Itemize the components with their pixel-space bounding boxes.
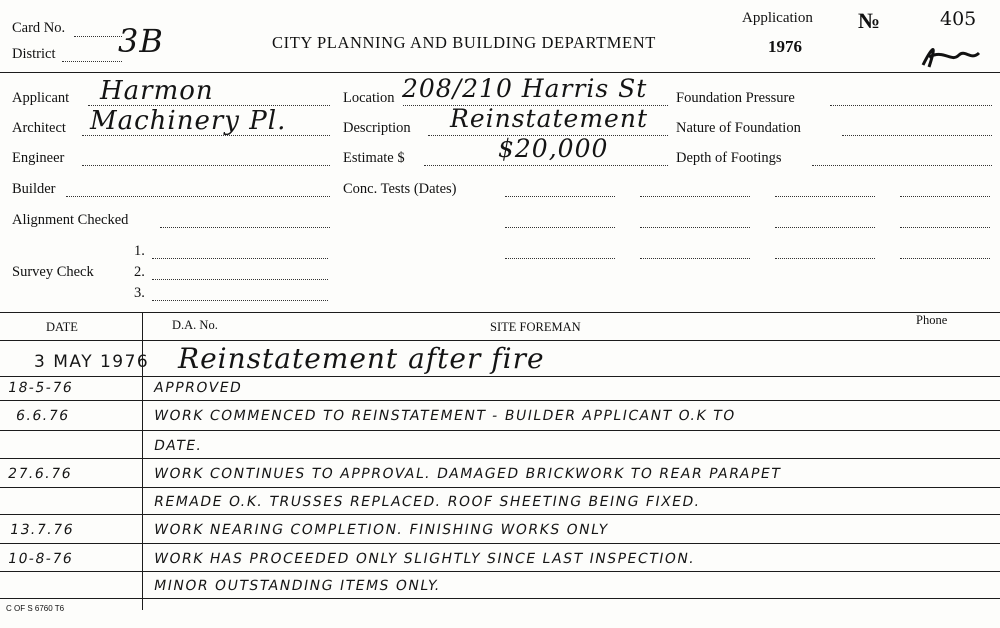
log-entry: WORK COMMENCED TO REINSTATEMENT - BUILDER APPLICANT O.K TO xyxy=(152,408,738,424)
district-label: District xyxy=(12,46,56,62)
location-label: Location xyxy=(343,90,395,106)
col-date-header: DATE xyxy=(46,320,78,334)
district-value: 3B xyxy=(118,22,164,60)
survey-item-2: 2. xyxy=(134,264,145,280)
applicant-value: Harmon xyxy=(100,76,214,106)
alignment-checked-label: Alignment Checked xyxy=(12,212,129,228)
initials-mark xyxy=(915,35,985,75)
col-site-foreman-header: SITE FOREMAN xyxy=(490,320,581,334)
survey-item-3: 3. xyxy=(134,285,145,301)
engineer-label: Engineer xyxy=(12,150,65,166)
card-no-label: Card No. xyxy=(12,20,66,36)
description-label: Description xyxy=(343,120,411,136)
log-entry: WORK CONTINUES TO APPROVAL. DAMAGED BRICKWORK TO REAR PARAPET xyxy=(152,466,783,482)
col-phone-header: Phone xyxy=(916,313,948,327)
depth-of-footings-label: Depth of Footings xyxy=(676,150,782,166)
location-value: 208/210 Harris St xyxy=(402,74,648,103)
log-date: 18-5-76 xyxy=(6,380,75,396)
survey-item-1: 1. xyxy=(134,243,145,259)
conc-tests-label: Conc. Tests (Dates) xyxy=(343,181,457,197)
log-entry: DATE. xyxy=(152,438,204,454)
survey-check-label: Survey Check xyxy=(12,264,94,280)
department-title: CITY PLANNING AND BUILDING DEPARTMENT xyxy=(272,33,656,52)
foundation-pressure-label: Foundation Pressure xyxy=(676,90,795,106)
application-number: 405 xyxy=(940,8,977,30)
form-code: C OF S 6760 T6 xyxy=(6,604,65,613)
log-date: 13.7.76 xyxy=(8,522,76,538)
number-sign: № xyxy=(858,8,881,33)
year: 1976 xyxy=(768,37,802,56)
description-value: Reinstatement xyxy=(450,104,648,133)
log-entry: APPROVED xyxy=(152,380,244,396)
log-date: 6.6.76 xyxy=(14,408,71,424)
log-date: 27.6.76 xyxy=(6,466,74,482)
log-entry: WORK NEARING COMPLETION. FINISHING WORKS ONLY xyxy=(152,522,610,538)
builder-label: Builder xyxy=(12,181,56,197)
col-da-header: D.A. No. xyxy=(172,318,218,332)
estimate-label: Estimate $ xyxy=(343,150,405,166)
architect-label: Architect xyxy=(12,120,66,136)
estimate-value: $20,000 xyxy=(498,134,609,163)
applicant-label: Applicant xyxy=(12,90,70,106)
log-date: 10-8-76 xyxy=(6,551,75,567)
log-entry: MINOR OUTSTANDING ITEMS ONLY. xyxy=(152,578,443,594)
log-entry: REMADE O.K. TRUSSES REPLACED. ROOF SHEETING BEING FIXED. xyxy=(152,494,702,510)
nature-of-foundation-label: Nature of Foundation xyxy=(676,120,801,136)
log-date: 3 MAY 1976 xyxy=(34,352,150,372)
log-entry: Reinstatement after fire xyxy=(178,342,545,375)
architect-value: Machinery Pl. xyxy=(90,106,287,136)
application-label: Application xyxy=(742,10,813,26)
log-entry: WORK HAS PROCEEDED ONLY SLIGHTLY SINCE LAST INSPECTION. xyxy=(152,551,697,567)
